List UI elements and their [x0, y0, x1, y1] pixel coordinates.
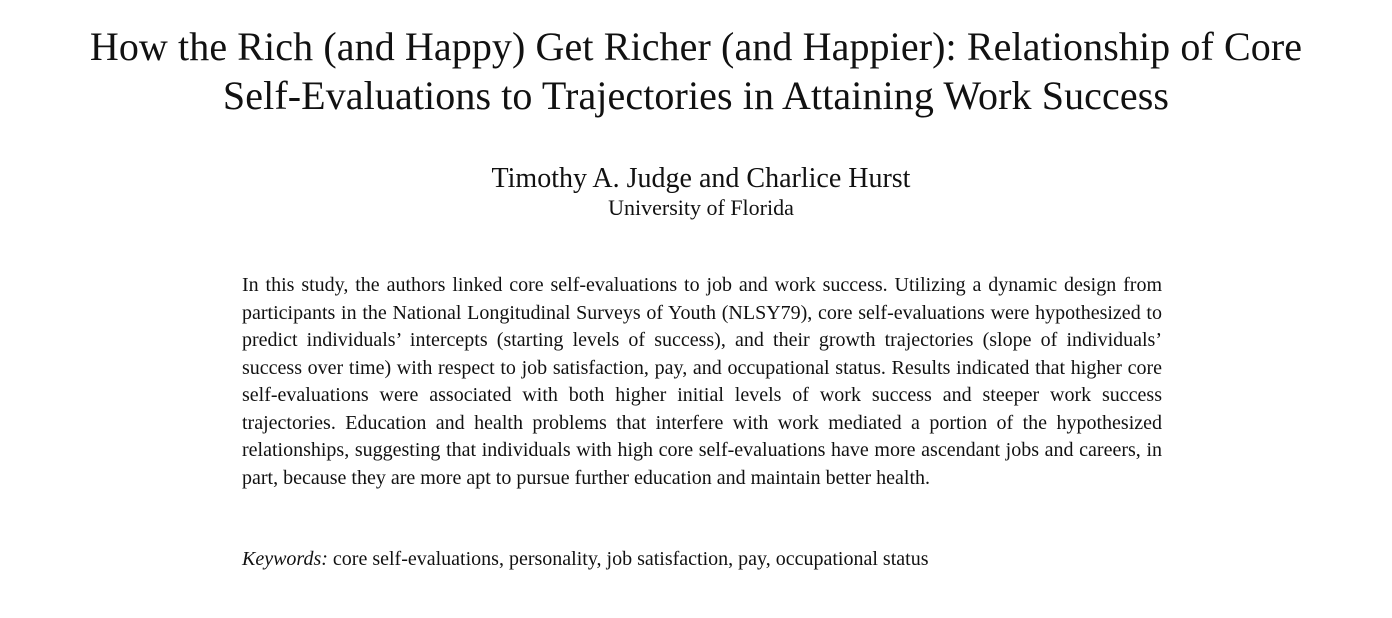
paper-title-line-1: How the Rich (and Happy) Get Richer (and Happier): Relationship of Core — [89, 24, 1303, 69]
paper-keywords — [242, 545, 1162, 573]
paper-abstract: In this study, the authors linked core self-evaluations to job and work success. Utilizing a dynamic design from participants in the National Longitudinal Surveys of Youth (NLSY79), core self-evaluations were hypothesized to predict individuals’ intercepts (starting levels of success), and their growth trajectories (slope of individuals’ success over time) with respect to job satisfaction, pay, and occupational status. Results indicated that higher core self-evaluations were associated with both higher initial levels of work success and steeper work success trajectories. Education and health problems that interfere with work mediated a portion of the hypothesized relationships, suggesting that individuals with high core self-evaluations have more ascendant jobs and careers, in part, because they are more apt to pursue further education and maintain better health. — [242, 274, 1162, 489]
paper-affiliation: University of Florida — [608, 195, 794, 220]
paper-title-line-2: Self-Evaluations to Trajectories in Attaining Work Success — [222, 73, 1170, 118]
paper-authors: Timothy A. Judge and Charlice Hurst — [491, 163, 911, 194]
keywords-text: core self-evaluations, personality, job satisfaction, pay, occupational status — [332, 548, 929, 570]
paper-title — [0, 22, 1392, 120]
keywords-label: Keywords: — [242, 548, 328, 570]
